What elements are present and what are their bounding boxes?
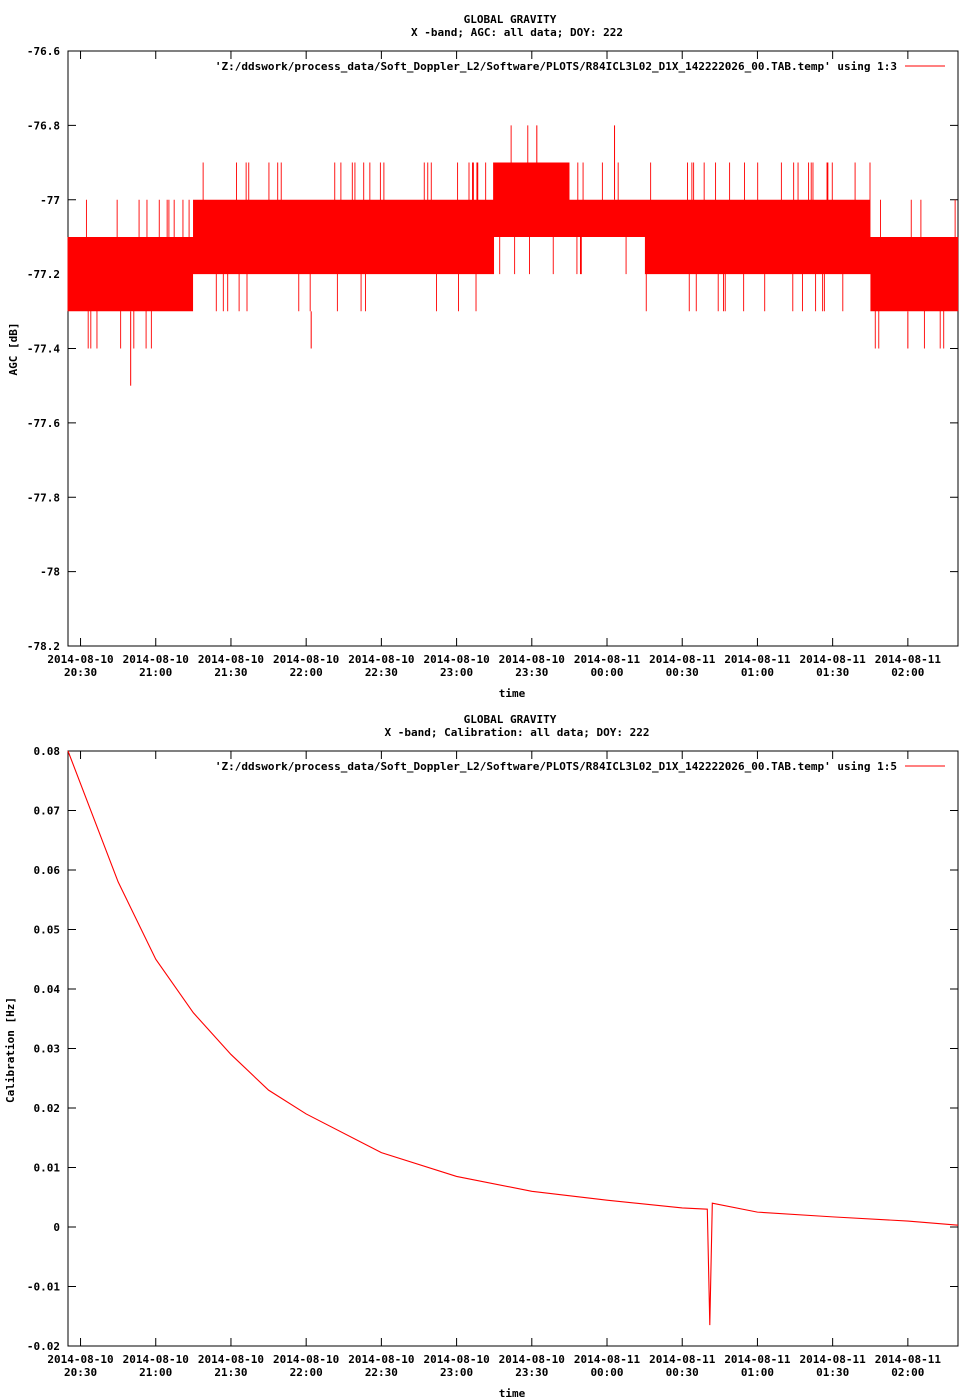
x-tick-label: 21:30 (214, 1366, 248, 1379)
plot-frame (68, 751, 958, 1346)
x-tick-label: 2014-08-10 (273, 653, 340, 666)
y-tick-label: 0.08 (33, 745, 60, 758)
x-tick-label: 2014-08-11 (724, 653, 791, 666)
calibration-series-line (68, 751, 958, 1325)
y-tick-label: 0.05 (33, 923, 60, 937)
x-tick-label: 22:00 (289, 666, 323, 679)
x-tick-label: 23:00 (440, 1366, 474, 1379)
x-tick-label: 2014-08-11 (799, 1353, 866, 1366)
calibration-chart-panel (0, 700, 980, 1400)
x-tick-label: 2014-08-10 (47, 1353, 114, 1366)
x-tick-label: 01:30 (816, 666, 850, 679)
y-tick-label: 0.01 (33, 1161, 60, 1175)
y-tick-label: -76.6 (26, 45, 60, 58)
x-tick-label: 21:00 (139, 666, 173, 679)
data-layer (68, 751, 958, 1325)
x-tick-label: 02:00 (891, 666, 925, 679)
y-tick-label: -0.02 (26, 1340, 60, 1353)
x-tick-label: 23:30 (515, 1366, 549, 1379)
x-tick-label: 2014-08-10 (273, 1353, 340, 1366)
x-tick-label: 2014-08-11 (573, 1353, 641, 1366)
x-tick-label: 2014-08-11 (649, 1353, 716, 1366)
y-tick-label: -78.2 (26, 640, 60, 653)
axis-layer (27, 45, 958, 679)
x-tick-label: 2014-08-10 (498, 1353, 565, 1366)
y-axis-label: AGC [dB] (7, 322, 20, 376)
axis-layer (27, 745, 958, 1379)
y-tick-label: -77.6 (26, 416, 60, 430)
x-tick-label: 2014-08-10 (122, 653, 189, 666)
x-tick-label: 2014-08-11 (874, 653, 941, 666)
x-tick-label: 2014-08-10 (423, 653, 490, 666)
x-tick-label: 22:30 (364, 1366, 398, 1379)
x-axis-label: time (498, 687, 526, 700)
x-tick-label: 2014-08-10 (197, 653, 265, 666)
x-tick-label: 02:00 (891, 1366, 925, 1379)
chart-subtitle: X -band; AGC: all data; DOY: 222 (411, 26, 623, 39)
y-tick-label: 0.07 (33, 804, 60, 818)
y-tick-label: -77.2 (26, 268, 60, 282)
x-tick-label: 01:00 (740, 1366, 774, 1379)
y-tick-label: -0.01 (26, 1280, 60, 1294)
x-tick-label: 01:30 (816, 1366, 850, 1379)
x-tick-label: 2014-08-10 (122, 1353, 189, 1366)
x-tick-label: 23:30 (515, 666, 549, 679)
y-tick-label: -77 (40, 193, 60, 207)
y-tick-label: -77.4 (26, 342, 60, 356)
x-tick-label: 20:30 (63, 1366, 98, 1379)
x-tick-label: 22:30 (364, 666, 398, 679)
plot-frame (68, 51, 958, 646)
x-tick-label: 2014-08-10 (498, 653, 565, 666)
data-layer (68, 125, 958, 385)
legend-label: 'Z:/ddswork/process_data/Soft_Doppler_L2/Software/PLOTS/R84ICL3L02_D1X_142222026_00.TAB.temp' using 1:5 (214, 760, 897, 773)
x-tick-label: 2014-08-10 (47, 653, 114, 666)
x-tick-label: 21:00 (139, 1366, 173, 1379)
legend-label: 'Z:/ddswork/process_data/Soft_Doppler_L2/Software/PLOTS/R84ICL3L02_D1X_142222026_00.TAB.temp' using 1:3 (214, 60, 897, 73)
y-axis-label: Calibration [Hz] (4, 997, 17, 1103)
x-tick-label: 00:00 (590, 1366, 624, 1379)
y-tick-label: -77.8 (26, 491, 60, 505)
y-tick-label: -76.8 (26, 119, 60, 133)
x-tick-label: 2014-08-10 (197, 1353, 265, 1366)
y-tick-label: 0.02 (33, 1102, 60, 1115)
x-tick-label: 21:30 (214, 666, 248, 679)
x-tick-label: 2014-08-10 (348, 653, 415, 666)
x-tick-label: 22:00 (289, 1366, 323, 1379)
x-tick-label: 2014-08-10 (348, 1353, 415, 1366)
x-axis-label: time (498, 1387, 526, 1400)
chart-subtitle: X -band; Calibration: all data; DOY: 222 (384, 726, 650, 739)
chart-title: GLOBAL GRAVITY (463, 713, 557, 726)
x-tick-label: 2014-08-11 (874, 1353, 941, 1366)
x-tick-label: 00:00 (590, 666, 624, 679)
calibration-chart (0, 700, 980, 1400)
x-tick-label: 00:30 (665, 666, 699, 679)
x-tick-label: 2014-08-11 (799, 653, 866, 666)
y-tick-label: 0.06 (33, 864, 60, 877)
x-tick-label: 2014-08-11 (649, 653, 716, 666)
x-tick-label: 00:30 (665, 1366, 699, 1379)
y-tick-label: 0.03 (33, 1042, 60, 1056)
y-tick-label: 0.04 (33, 983, 60, 996)
x-tick-label: 2014-08-10 (423, 1353, 490, 1366)
x-tick-label: 20:30 (63, 666, 98, 679)
x-tick-label: 23:00 (440, 666, 474, 679)
agc-series-line (68, 125, 958, 348)
chart-title: GLOBAL GRAVITY (463, 13, 557, 26)
y-tick-label: 0 (53, 1221, 60, 1234)
x-tick-label: 01:00 (740, 666, 774, 679)
x-tick-label: 2014-08-11 (724, 1353, 791, 1366)
x-tick-label: 2014-08-11 (573, 653, 641, 666)
y-tick-label: -78 (40, 565, 60, 579)
